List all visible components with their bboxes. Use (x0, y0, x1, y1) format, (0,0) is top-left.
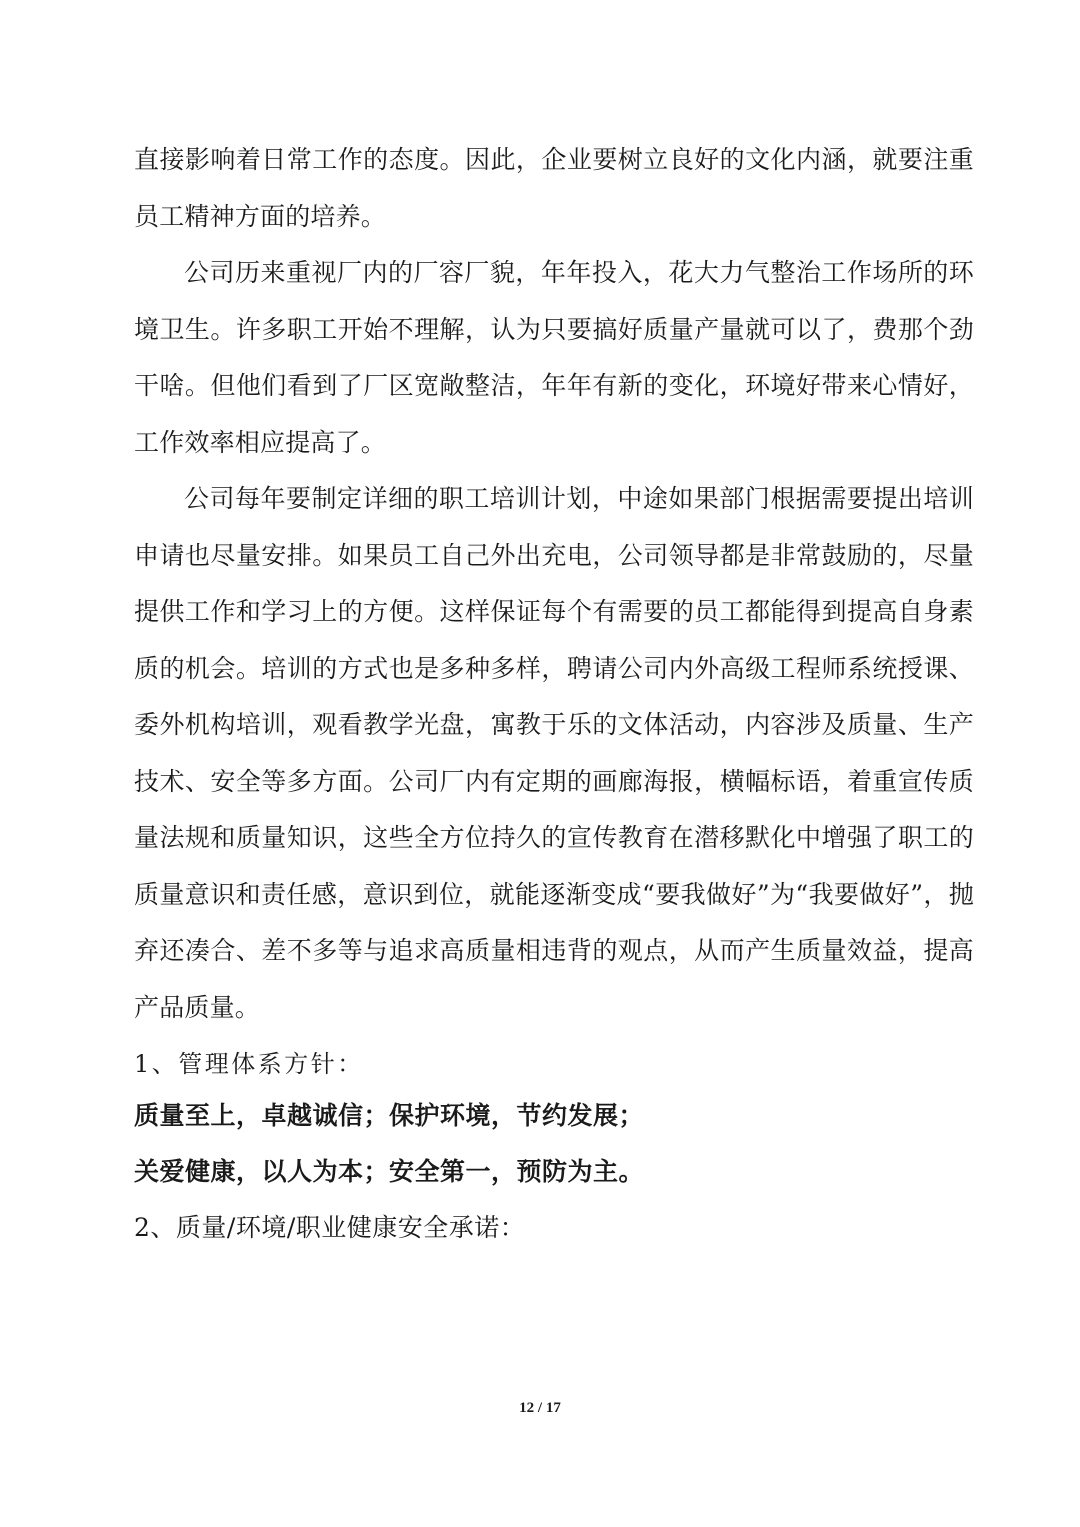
paragraph-2: 公司历来重视厂内的厂容厂貌，年年投入，花大力气整治工作场所的环境卫生。许多职工开始不理解，认为只要搞好质量产量就可以了，费那个劲干啥。但他们看到了厂区宽敞整洁，年年有新的变化，环境好带来心情好，工作效率相应提高了。 (134, 258, 974, 457)
paragraph-3: 公司每年要制定详细的职工培训计划，中途如果部门根据需要提出培训申请也尽量安排。如果员工自己外出充电，公司领导都是非常鼓励的，尽量提供工作和学习上的方便。这样保证每个有需要的员工都能得到提高自身素质的机会。培训的方式也是多种多样，聘请公司内外高级工程师系统授课、委外机构培训，观看教学光盘，寓教于乐的文体活动，内容涉及质量、生产技术、安全等多方面。公司厂内有定期的画廊海报，横幅标语，着重宣传质量法规和质量知识，这些全方位持久的宣传教育在潜移默化中增强了职工的质量意识和责任感，意识到位，就能逐渐变成“要我做好”为“我要做好”，抛弃还凑合、差不多等与追求高质量相违背的观点，从而产生质量效益，提高产品质量。 (134, 484, 974, 1022)
policy-line-1: 质量至上，卓越诚信；保护环境，节约发展； (134, 1101, 645, 1130)
paragraph-1: 直接影响着日常工作的态度。因此，企业要树立良好的文化内涵，就要注重员工精神方面的培养。 (134, 145, 974, 231)
document-body (134, 132, 974, 1256)
policy-line-2: 关爱健康，以人为本；安全第一，预防为主。 (134, 1157, 645, 1186)
commitment-heading: 2、质量/环境/职业健康安全承诺： (134, 1213, 526, 1242)
policy-heading: 1、管理体系方针： (134, 1050, 364, 1078)
page-number: 12 / 17 (519, 1400, 561, 1416)
